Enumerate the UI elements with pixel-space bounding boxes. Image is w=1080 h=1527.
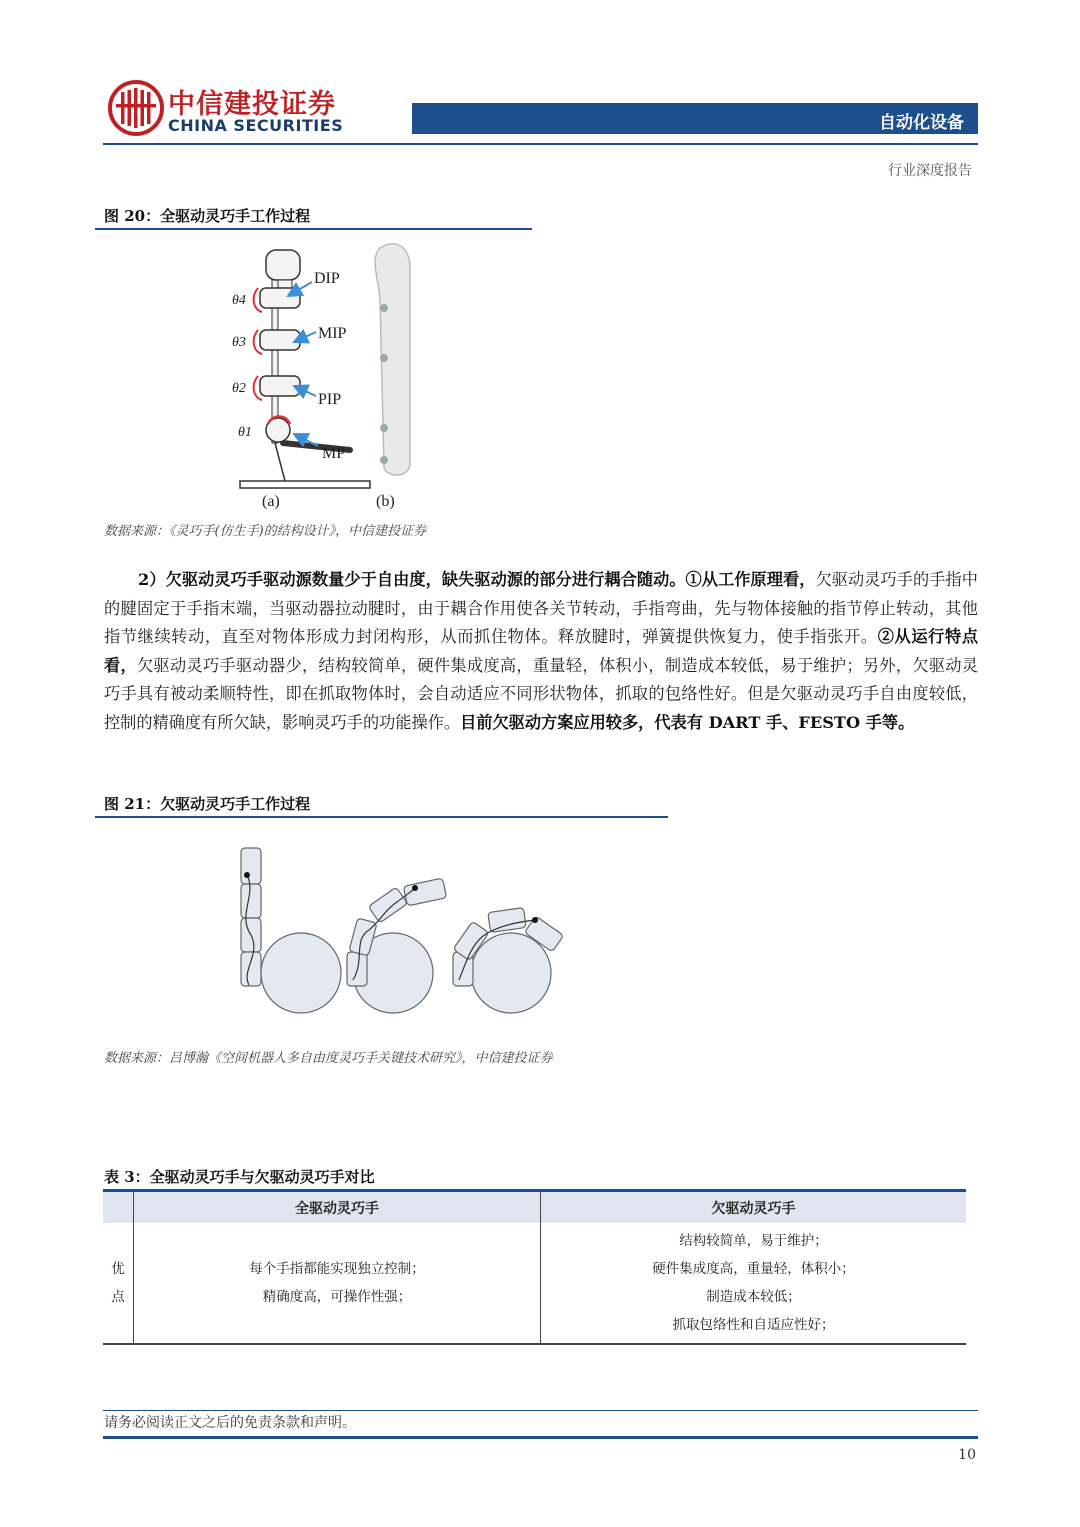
label-theta4: θ4: [232, 293, 246, 308]
list-item: 每个手指都能实现独立控制；: [249, 1261, 425, 1277]
grasp-stage-3: [453, 908, 564, 1013]
company-logo: [108, 80, 164, 136]
label-pip: PIP: [318, 391, 342, 408]
body-paragraph: [104, 566, 978, 737]
grasp-stage-1: [241, 848, 341, 1013]
label-theta2: θ2: [232, 381, 246, 396]
company-name-en: CHINA SECURITIES: [168, 116, 344, 135]
page-number: 10: [958, 1447, 976, 1463]
figure20-diagram: [230, 238, 430, 518]
footer-rule-bottom: [103, 1436, 978, 1439]
comparison-table: [103, 1189, 966, 1345]
paragraph-feature-bold: ②从运行特点看，: [104, 627, 979, 675]
table3-title: 表 3：全驱动灵巧手与欠驱动灵巧手对比: [104, 1168, 375, 1186]
paragraph-conclusion-bold: 目前欠驱动方案应用较多，代表有 DART 手、FESTO 手等。: [460, 712, 915, 732]
label-dip: DIP: [314, 270, 340, 287]
table-header-blank: [103, 1191, 134, 1224]
label-theta1: θ1: [238, 425, 252, 440]
company-name-cn: 中信建投证券: [168, 89, 336, 120]
paragraph-lead-bold: 2）欠驱动灵巧手驱动源数量少于自由度，缺失驱动源的部分进行耦合随动。①从工作原理看，: [138, 570, 816, 589]
table-header-under-drive: 欠驱动灵巧手: [541, 1191, 967, 1224]
table-header-full-drive: 全驱动灵巧手: [134, 1191, 541, 1224]
figure21-source: 数据来源：吕博瀚《空间机器人多自由度灵巧手关键技术研究》，中信建投证券: [104, 1051, 553, 1066]
row-label-text: 优点: [111, 1261, 125, 1305]
label-mp: MP: [322, 445, 346, 462]
label-mip: MIP: [318, 325, 347, 342]
figure20-source: 数据来源：《灵巧手(仿生手)的结构设计》，中信建投证券: [104, 524, 427, 539]
list-item: 精确度高，可操作性强；: [262, 1289, 412, 1305]
label-a: (a): [262, 493, 280, 510]
figure20-rule: [95, 228, 532, 230]
sector-label: 自动化设备: [879, 113, 964, 133]
logo-emblem-icon: [108, 80, 164, 136]
underactuated-grasp-diagram: [235, 840, 565, 1015]
grasp-stage-2: [347, 878, 447, 1013]
figure21-rule: [95, 816, 668, 818]
figure21-diagram: [235, 840, 565, 1015]
row-label-advantages: [103, 1223, 134, 1344]
list-item: 制造成本较低；: [706, 1289, 801, 1305]
footer-rule-top: [103, 1410, 978, 1411]
list-item: 硬件集成度高，重量轻，体积小；: [652, 1261, 855, 1277]
footer-disclaimer: 请务必阅读正文之后的免责条款和声明。: [104, 1415, 356, 1431]
table-row: [103, 1223, 966, 1344]
figure20-title: 图 20：全驱动灵巧手工作过程: [104, 207, 311, 225]
paragraph-features: 欠驱动灵巧手驱动器少，结构较简单，硬件集成度高，重量轻，体积小，制造成本较低，易于维护；另外，欠驱动灵巧手具有被动柔顺特性，即在抓取物体时，会自动适应不同形状物体，抓取的包络性好。但是欠驱动灵巧手自由度较低，控制的精确度有所欠缺，影响灵巧手的功能操作。: [104, 655, 979, 732]
label-b: (b): [376, 493, 395, 510]
full-drive-advantages: [134, 1223, 541, 1344]
list-item: 抓取包络性和自适应性好；: [672, 1317, 835, 1333]
header-divider: [103, 143, 978, 145]
list-item: 结构较简单，易于维护；: [679, 1233, 828, 1249]
sector-banner: [412, 103, 978, 134]
figure21-title: 图 21：欠驱动灵巧手工作过程: [104, 795, 311, 813]
under-drive-advantages: [541, 1223, 967, 1344]
table-header-row: [103, 1191, 966, 1224]
finger-joint-diagram: [230, 238, 430, 518]
report-type: 行业深度报告: [888, 163, 972, 179]
label-theta3: θ3: [232, 335, 246, 350]
paragraph-principle: 欠驱动灵巧手的手指中的腱固定于手指末端，当驱动器拉动腱时，由于耦合作用使各关节转动，手指弯曲，先与物体接触的指节停止转动，其他指节继续转动，直至对物体形成力封闭构形，从而抓住物体。释放腱时，弹簧提供恢复力，使手指张开。: [104, 570, 978, 646]
